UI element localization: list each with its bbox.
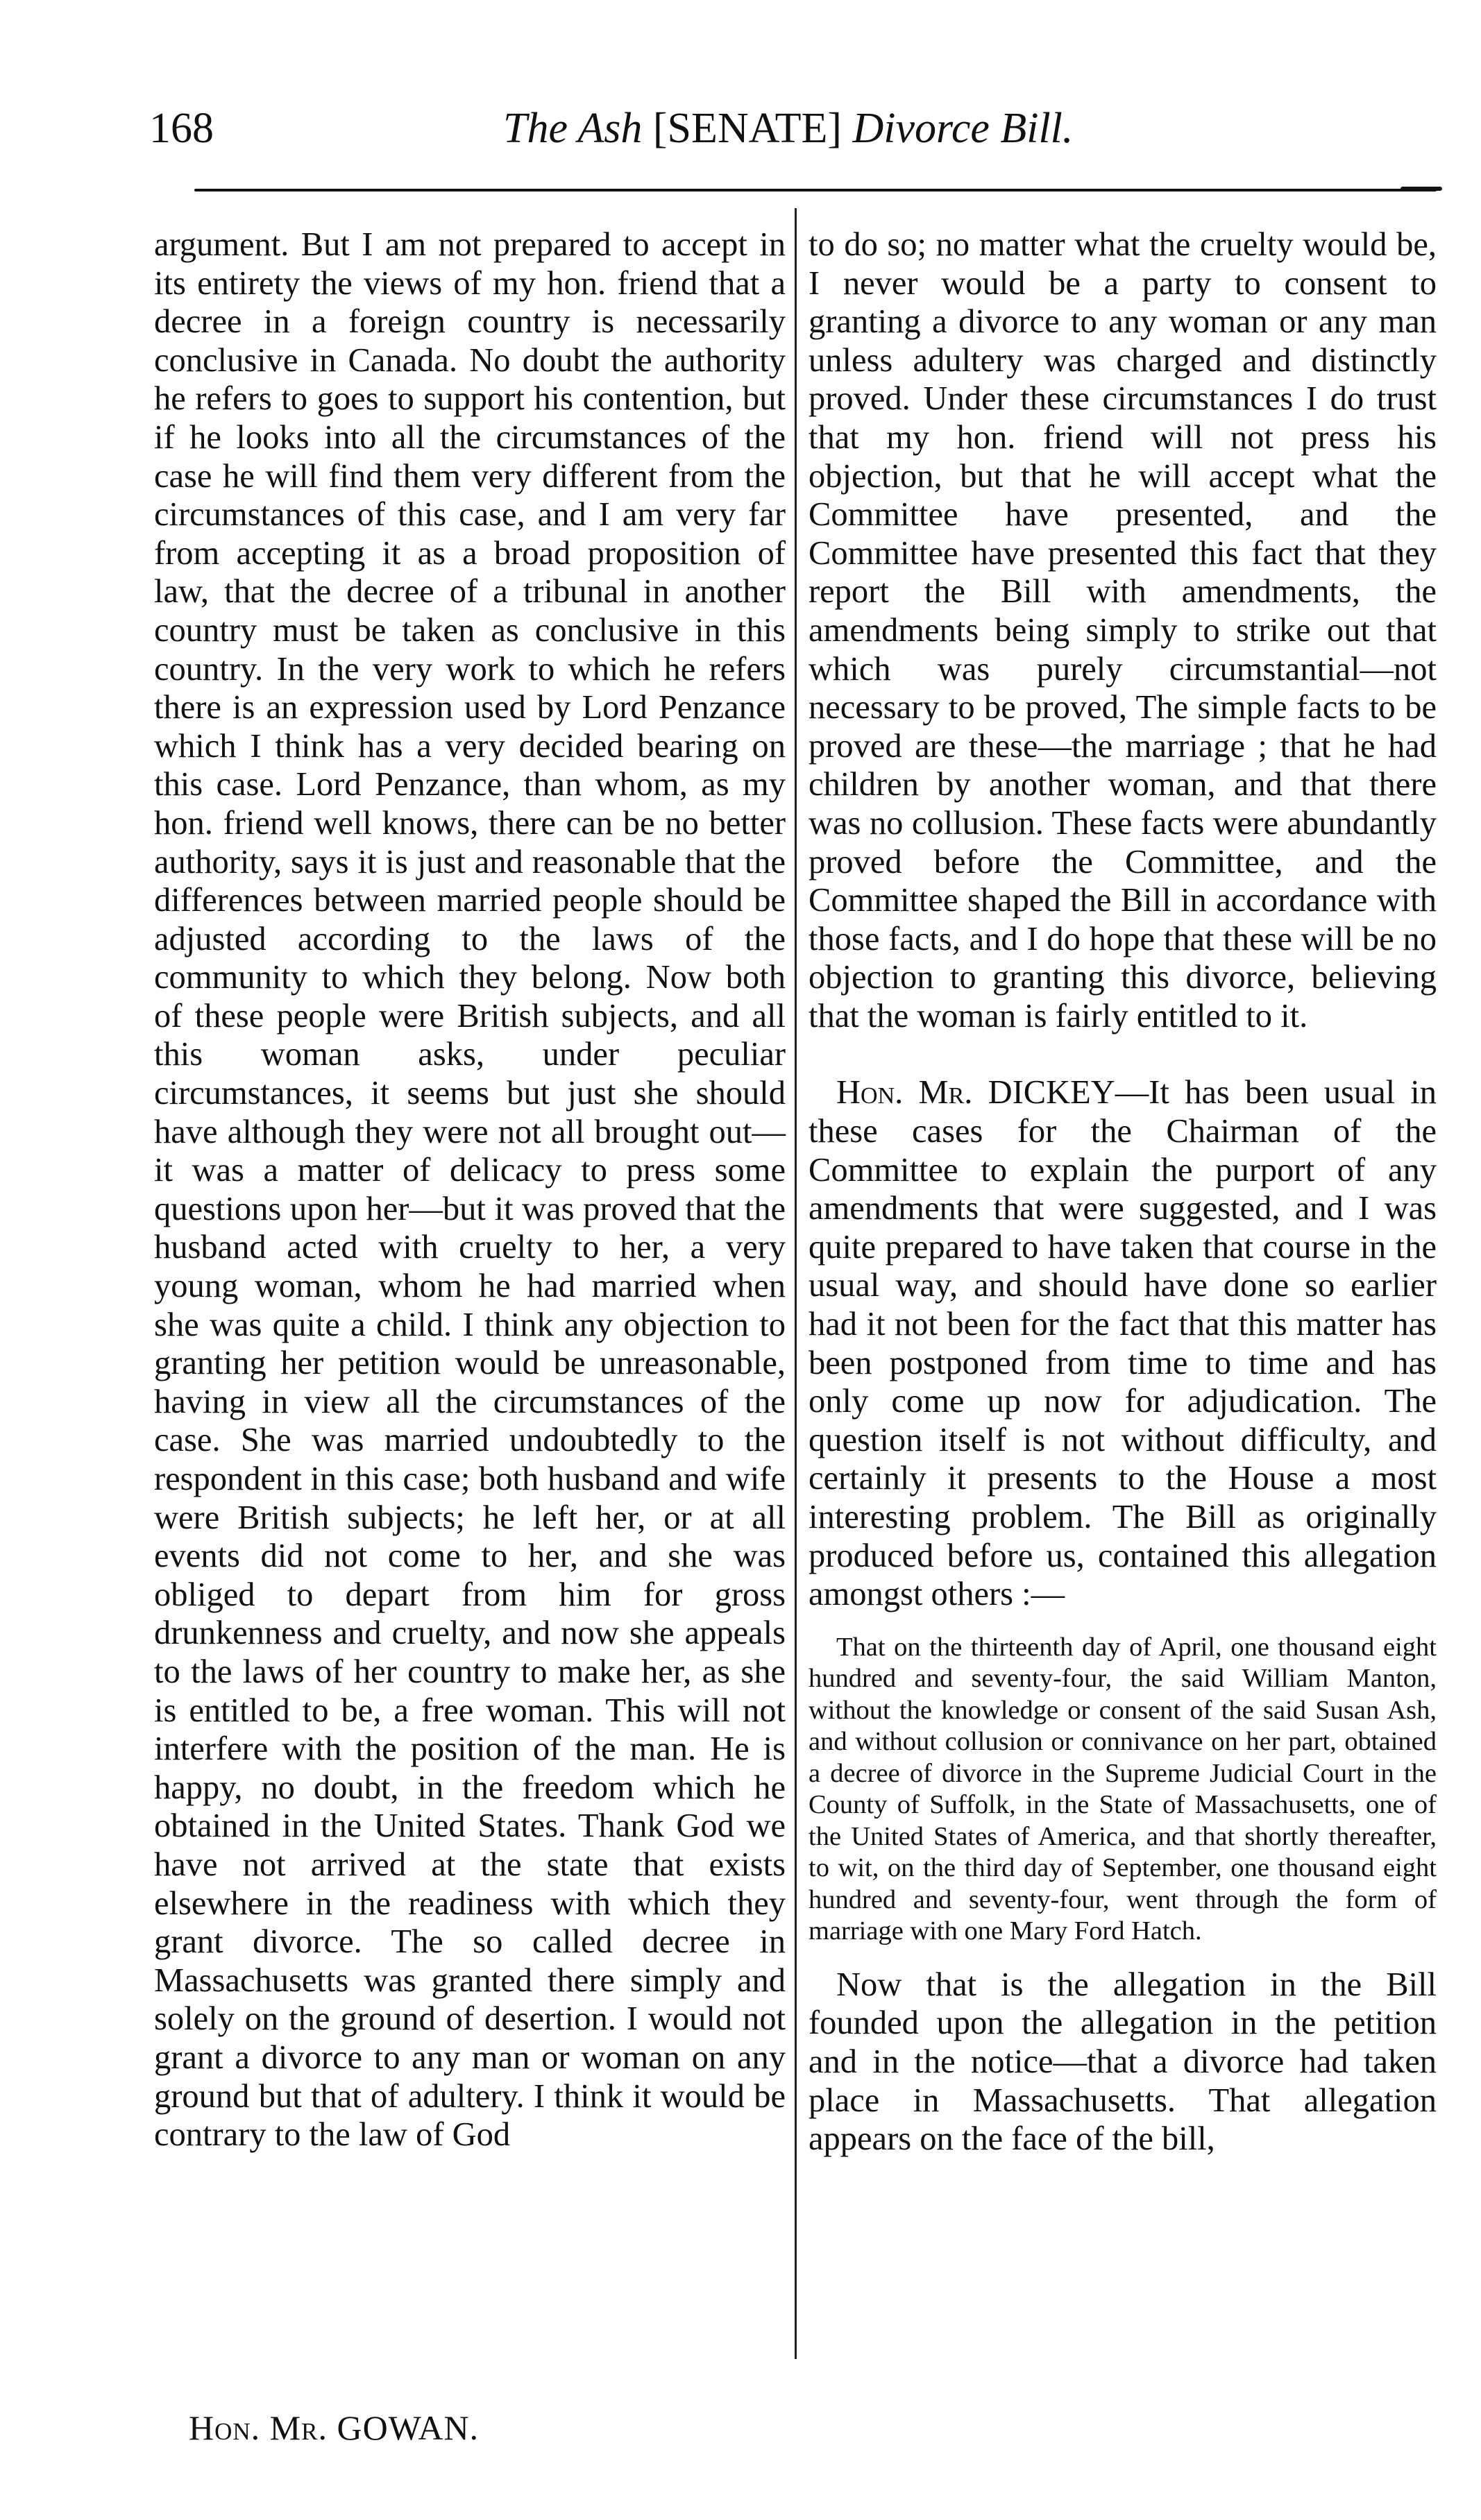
running-title-italic-2: Divorce Bill. xyxy=(852,105,1074,152)
running-title xyxy=(503,104,1073,153)
left-paragraph-1: argument. But I am not prepared to accept in its entirety the views of my hon. friend that a decree in a foreign country is necessarily conclusive in Canada. No doubt the authority he refers to goes to support his contention, but if he looks into all the circumstances of the case he will find them very different from the circumstances of this case, and I am very far from accepting it as a broad proposition of law, that the decree of a tribunal in another country must be taken as conclusive in this country. In the very work to which he refers there is an expression used by Lord Penzance which I think has a very decided bearing on this case. Lord Penzance, than whom, as my hon. friend well knows, there can be no better authority, says it is just and reasonable that the differences between married people should be adjusted according to the laws of the community to which they belong. Now both of these people were British subjects, and all this woman asks, under peculiar circumstances, it seems but just she should have although they were not all brought out—it was a matter of delicacy to press some questions upon her—but it was proved that the husband acted with cruelty to her, a very young woman, whom he had married when she was quite a child. I think any objection to granting her petition would be unreasonable, having in view all the circumstances of the case. She was married undoubtedly to the respondent in this case; both husband and wife were British subjects; he left her, or at all events did not come to her, and she was obliged to depart from him for gross drunkenness and cruelty, and now she appeals to the laws of her country to make her, as she is entitled to be, a free woman. This will not interfere with the position of the man. He is happy, no doubt, in the freedom which he obtained in the United States. Thank God we have not arrived at the state that exists elsewhere in the readiness with which they grant divorce. The so called decree in Massachusetts was granted there simply and solely on the ground of desertion. I would not grant a divorce to any man or woman on any ground but that of adultery. I think it would be contrary to the law of God xyxy=(154,226,786,2154)
right-column xyxy=(809,225,1437,2159)
page-header xyxy=(149,104,1440,167)
paragraph-gap xyxy=(809,1035,1437,1073)
footer-speaker-ref: Hon. Mr. GOWAN. xyxy=(189,2408,480,2447)
running-title-italic-1: The Ash xyxy=(503,105,643,152)
speaker-name: Hon. Mr. DICKEY xyxy=(836,1074,1115,1112)
right-paragraph-3: Now that is the allegation in the Bill founded upon the allegation in the petition and in the notice—that a divorce had taken place in Massachusetts. That allegation appears on the face of the bill, xyxy=(809,1966,1437,2158)
right-paragraph-2 xyxy=(809,1073,1437,1613)
page-number: 168 xyxy=(149,105,214,152)
right-paragraph-1: to do so; no matter what the cruelty would be, I never would be a party to consent to granting a divorce to any woman or any man unless adultery was charged and distinctly proved. Under these circumstances I do trust that my hon. friend will not press his objection, but that he will accept what the Committee have presented, and the Committee have presented this fact that they report the Bill with amendments, the amendments being simply to strike out that which was purely circumstantial—not necessary to be proved, The simple facts to be proved are these—the marriage ; that he had children by another woman, and that there was no collusion. These facts were abundantly proved before the Committee, and the Committee shaped the Bill in accordance with those facts, and I do hope that these will be no objection to granting this divorce, believing that the woman is fairly entitled to it. xyxy=(809,226,1437,1035)
left-column xyxy=(154,225,786,2154)
speaker-text: —It has been usual in these cases for the Chairman of the Committee to explain the purport of any amendments that were suggested, and I was quite prepared to have taken that course in the usual way, and should have done so earlier had it not been for the fact that this matter has been postponed from time to time and has only come up now for adjudication. The question itself is not without difficulty, and certainly it presents to the House a most interesting problem. The Bill as originally produced before us, contained this allegation amongst others :— xyxy=(809,1074,1437,1613)
column-divider xyxy=(795,208,797,2359)
quoted-allegation: That on the thirteenth day of April, one thousand eight hundred and seventy-four, the said William Manton, without the knowledge or consent of the said Susan Ash, and without collusion or connivance on her part, obtained a decree of divorce in the Supreme Judicial Court in the County of Suffolk, in the State of Massachusetts, one of the United States of America, and that shortly thereafter, to wit, on the third day of September, one thousand eight hundred and seventy-four, went through the form of marriage with one Mary Ford Hatch. xyxy=(809,1632,1437,1946)
running-title-bracket: [SENATE] xyxy=(652,105,842,152)
header-rule xyxy=(194,189,1437,191)
